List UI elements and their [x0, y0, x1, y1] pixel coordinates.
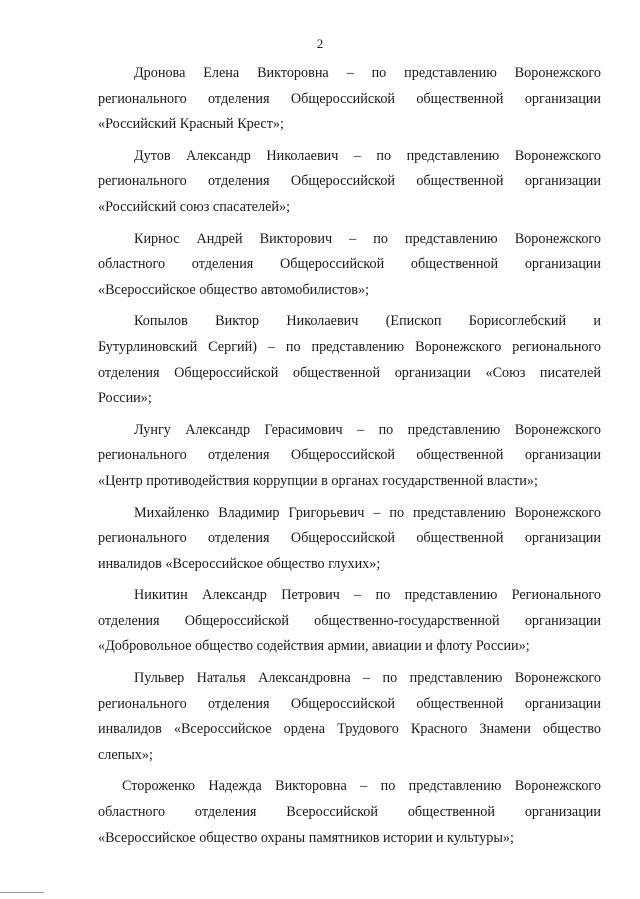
paragraph-line: Стороженко Надежда Викторовна – по представлению Воронежского [122, 778, 601, 795]
paragraph-pulver [98, 666, 601, 768]
paragraph-line: регионального отделения Общероссийской общественной организации [98, 695, 601, 712]
document-body [98, 61, 601, 857]
paragraph-line: инвалидов «Всероссийское общество глухих»; [98, 555, 381, 572]
paragraph-line: слепых»; [98, 746, 153, 763]
paragraph-line: отделения Общероссийской общественной организации «Союз писателей [98, 364, 601, 381]
paragraph-dutov [98, 144, 601, 221]
paragraph-line: «Российский союз спасателей»; [98, 198, 291, 215]
paragraph-line: Пульвер Наталья Александровна – по представлению Воронежского [134, 670, 601, 687]
paragraph-line: регионального отделения Общероссийской общественной организации [98, 447, 601, 464]
paragraph-line: Никитин Александр Петрович – по представлению Регионального [134, 587, 601, 604]
paragraph-nikitin [98, 583, 601, 660]
paragraph-line: Копылов Виктор Николаевич (Епископ Борисоглебский и [134, 313, 601, 330]
paragraph-line: Лунгу Александр Герасимович – по представлению Воронежского [134, 421, 601, 438]
paragraph-lungu [98, 418, 601, 495]
paragraph-dronova [98, 61, 601, 138]
paragraph-line: отделения Общероссийской общественно-государственной организации [98, 612, 601, 629]
paragraph-line: инвалидов «Всероссийское ордена Трудового Красного Знамени общество [98, 721, 601, 738]
paragraph-line: «Центр противодействия коррупции в органах государственной власти»; [98, 472, 538, 489]
paragraph-line: Михайленко Владимир Григорьевич – по представлению Воронежского [134, 504, 601, 521]
page-number: 2 [316, 36, 324, 51]
paragraph-line: регионального отделения Общероссийской общественной организации [98, 530, 601, 547]
paragraph-storozhenko [98, 774, 601, 851]
paragraph-line: «Российский Красный Крест»; [98, 116, 284, 133]
paragraph-line: Бутурлиновский Сергий) – по представлению Воронежского регионального [98, 338, 601, 355]
paragraph-line: областного отделения Всероссийской общественной организации [98, 804, 601, 821]
paragraph-line: Кирнос Андрей Викторович – по представлению Воронежского [134, 230, 601, 247]
paragraph-mikhailenko [98, 501, 601, 578]
paragraph-line: «Всероссийское общество автомобилистов»; [98, 281, 370, 298]
paragraph-line: регионального отделения Общероссийской общественной организации [98, 90, 601, 107]
paragraph-line: Дронова Елена Викторовна – по представлению Воронежского [134, 65, 601, 81]
paragraph-line: регионального отделения Общероссийской общественной организации [98, 173, 601, 190]
scan-edge-mark [0, 892, 44, 893]
paragraph-line: Дутов Александр Николаевич – по представлению Воронежского [134, 147, 601, 164]
paragraph-line: «Всероссийское общество охраны памятников истории и культуры»; [98, 829, 514, 846]
paragraph-kirnos [98, 227, 601, 304]
paragraph-kopylov [98, 309, 601, 411]
paragraph-line: «Добровольное общество содействия армии, авиации и флоту России»; [98, 638, 530, 655]
paragraph-line: России»; [98, 390, 152, 407]
paragraph-line: областного отделения Общероссийской общественной организации [98, 256, 601, 273]
